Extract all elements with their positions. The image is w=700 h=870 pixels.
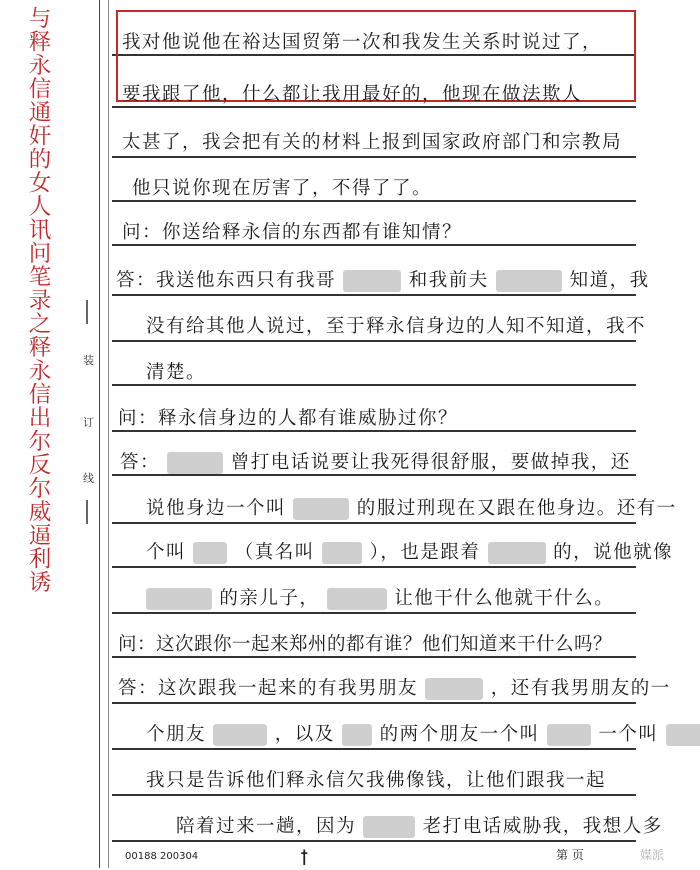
binding-dash bbox=[86, 300, 88, 324]
answer-3-line-4 bbox=[176, 812, 663, 838]
redacted-name bbox=[193, 542, 227, 564]
ruled-line bbox=[112, 656, 636, 658]
redacted-name bbox=[293, 498, 349, 520]
answer-3-line-3: 我只是告诉他们释永信欠我佛像钱，让他们跟我一起 bbox=[146, 770, 607, 791]
redacted-name bbox=[666, 724, 700, 746]
redacted-name bbox=[322, 542, 362, 564]
ruled-line bbox=[112, 430, 636, 432]
ruled-line bbox=[112, 106, 636, 108]
redacted-name bbox=[343, 270, 401, 292]
answer-text: 一个叫 bbox=[598, 724, 659, 745]
answer-text: ，以及 bbox=[274, 724, 335, 745]
redacted-name bbox=[547, 724, 591, 746]
redacted-name bbox=[327, 588, 387, 610]
redacted-name bbox=[146, 588, 212, 610]
ruled-line bbox=[112, 612, 636, 614]
ruled-line bbox=[112, 748, 636, 750]
answer-text: 的亲儿子， bbox=[219, 588, 320, 609]
ruled-line bbox=[112, 794, 636, 796]
question-1: 问：你送给释永信的东西都有谁知情？ bbox=[122, 222, 463, 243]
answer-2-line-3 bbox=[146, 538, 673, 564]
answer-3-line-1 bbox=[118, 674, 671, 700]
binding-mark-ding: 订 bbox=[83, 416, 94, 429]
answer-text: ），也是跟着 bbox=[369, 542, 481, 563]
answer-1-line-2: 没有给其他人说过，至于释永信身边的人知不知道，我不 bbox=[146, 316, 647, 337]
answer-text: 答： bbox=[120, 452, 161, 473]
ruled-line bbox=[112, 340, 636, 342]
answer-2-line-4 bbox=[146, 584, 614, 610]
answer-2-line-1 bbox=[120, 448, 631, 474]
answer-text: 曾打电话说要让我死得很舒服，要做掉我，还 bbox=[230, 452, 631, 473]
ruled-line bbox=[112, 566, 636, 568]
answer-1-line-3: 清楚。 bbox=[146, 362, 207, 383]
record-line-3: 太甚了，我会把有关的材料上报到国家政府部门和宗教局 bbox=[122, 132, 623, 153]
answer-text: 个叫 bbox=[146, 542, 187, 563]
signature-scribble-icon: ꝉ bbox=[300, 846, 309, 870]
answer-text: 让他干什么他就干什么。 bbox=[394, 588, 615, 609]
answer-3-line-2 bbox=[146, 720, 700, 746]
record-line-4: 他只说你现在厉害了，不得了了。 bbox=[132, 178, 433, 199]
binding-margin-line bbox=[99, 0, 100, 868]
answer-text: 说他身边一个叫 bbox=[146, 498, 287, 519]
redacted-name bbox=[496, 270, 562, 292]
ruled-line bbox=[112, 702, 636, 704]
answer-text: 知道，我 bbox=[569, 270, 650, 291]
answer-1-line-1 bbox=[116, 266, 650, 292]
record-line-1: 我对他说他在裕达国贸第一次和我发生关系时说过了， bbox=[122, 32, 603, 53]
binding-dash bbox=[86, 500, 88, 524]
answer-text: 的服过刑现在又跟在他身边。还有一 bbox=[356, 498, 677, 519]
redacted-name bbox=[213, 724, 267, 746]
ruled-line bbox=[112, 200, 636, 202]
binding-mark-xian: 线 bbox=[83, 472, 94, 485]
answer-text: 的两个朋友一个叫 bbox=[379, 724, 540, 745]
answer-text: 老打电话威胁我，我想人多 bbox=[422, 816, 663, 837]
answer-text: ，还有我男朋友的一 bbox=[490, 678, 671, 699]
binding-margin-line-inner bbox=[108, 0, 109, 868]
page-number: 第 页 bbox=[556, 848, 584, 862]
binding-mark-zhuang: 装 bbox=[83, 354, 94, 367]
answer-text: 个朋友 bbox=[146, 724, 207, 745]
ruled-line bbox=[112, 474, 636, 476]
redacted-name bbox=[363, 816, 415, 838]
ruled-line bbox=[112, 384, 636, 386]
ruled-line bbox=[112, 156, 636, 158]
answer-text: （真名叫 bbox=[234, 542, 315, 563]
ruled-line bbox=[112, 840, 636, 842]
answer-text: 陪着过来一趟，因为 bbox=[176, 816, 357, 837]
answer-2-line-2 bbox=[146, 494, 677, 520]
ruled-line bbox=[112, 244, 636, 246]
side-title: 与释永信通奸的女人讯问笔录之释永信出尔反尔威逼利诱 bbox=[25, 6, 51, 594]
redacted-name bbox=[488, 542, 546, 564]
redacted-name bbox=[342, 724, 372, 746]
answer-text: 答：我送他东西只有我哥 bbox=[116, 270, 337, 291]
answer-text: 的，说他就像 bbox=[553, 542, 674, 563]
document-code: 00188 200304 bbox=[125, 851, 199, 862]
question-2: 问：释永信身边的人都有谁威胁过你？ bbox=[118, 408, 459, 429]
answer-text: 答：这次跟我一起来的有我男朋友 bbox=[118, 678, 419, 699]
ruled-line bbox=[112, 522, 636, 524]
redacted-name bbox=[425, 678, 483, 700]
answer-text: 和我前夫 bbox=[408, 270, 489, 291]
record-line-2: 要我跟了他，什么都让我用最好的，他现在做法欺人 bbox=[122, 84, 583, 105]
redacted-name bbox=[167, 452, 223, 474]
ruled-line bbox=[112, 294, 636, 296]
watermark: 媒派 bbox=[640, 848, 665, 862]
question-3: 问：这次跟你一起来郑州的都有谁？他们知道来干什么吗？ bbox=[118, 634, 613, 655]
